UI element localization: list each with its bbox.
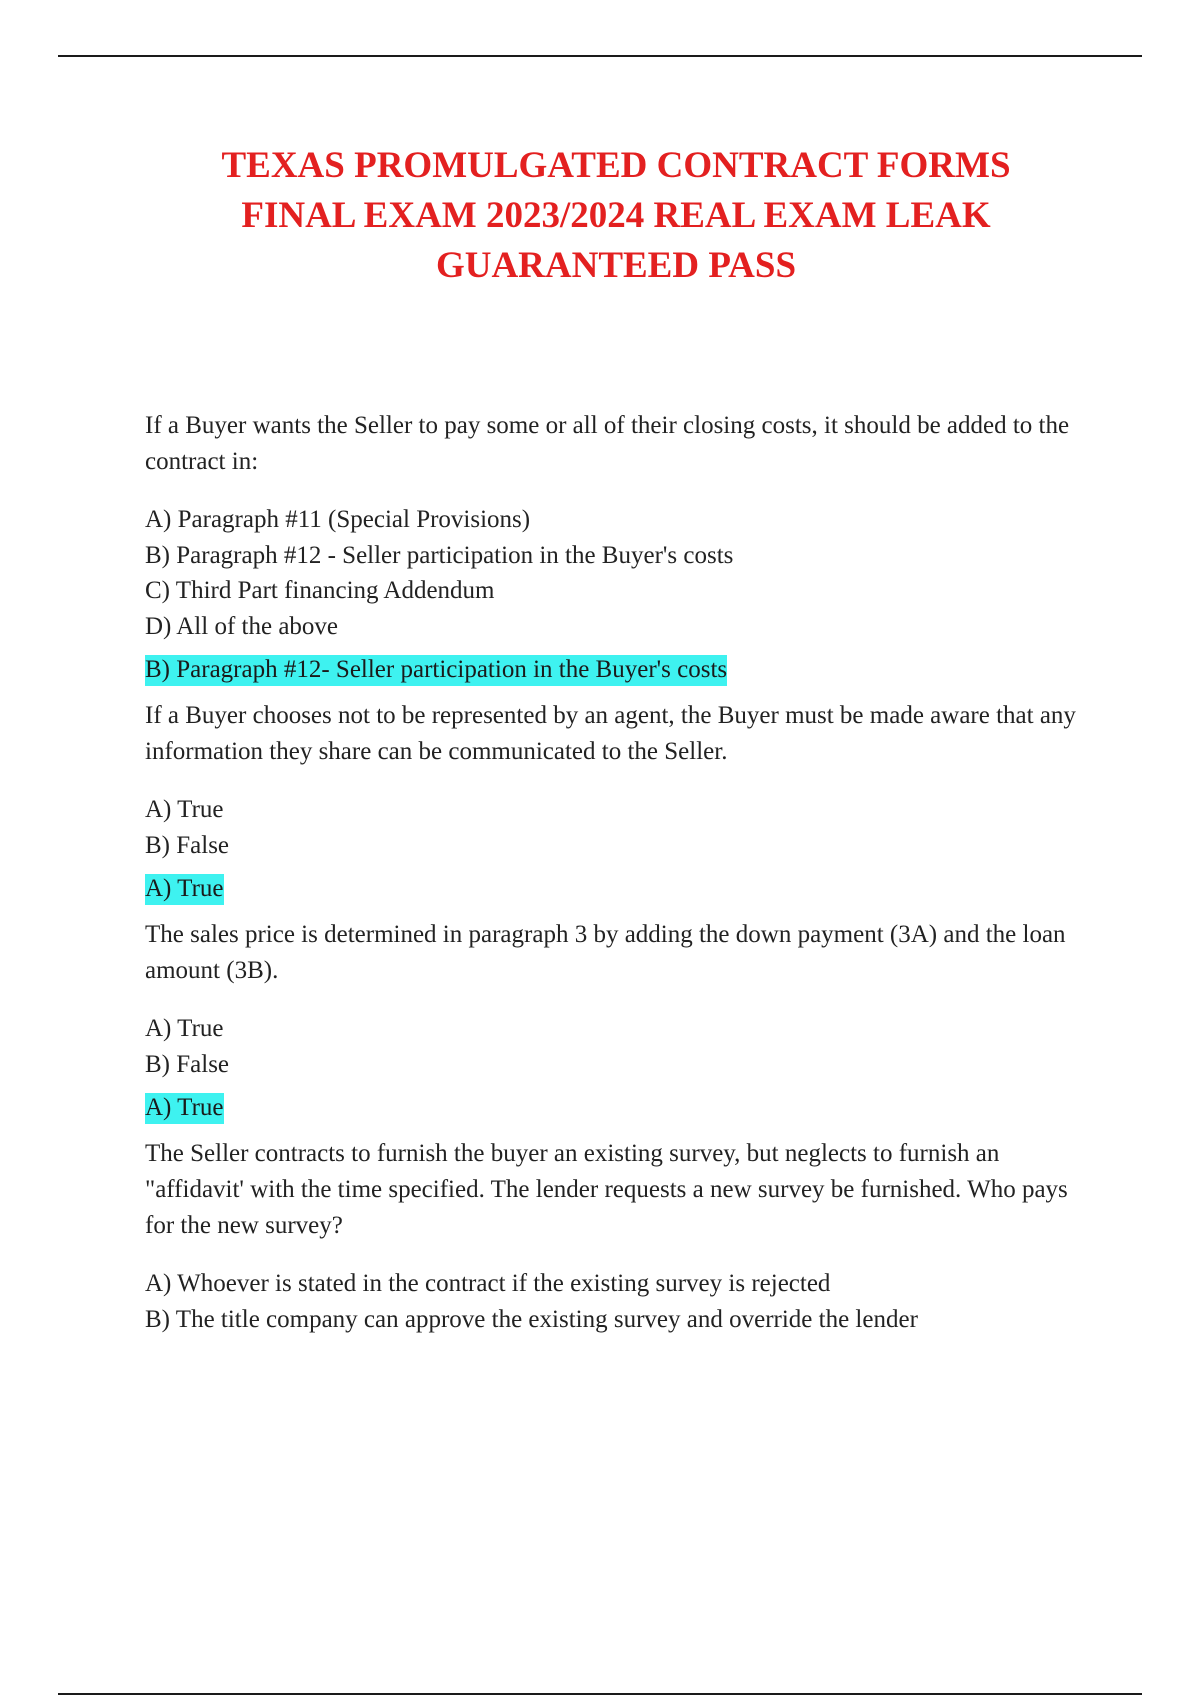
option-d: D) All of the above (145, 612, 339, 640)
option-a: A) Whoever is stated in the contract if the existing survey is rejected (145, 1270, 831, 1297)
question-text: If a Buyer chooses not to be represented by an agent, the Buyer must be made aware that any information they share can be communicated to the Seller. (145, 702, 1076, 765)
question-block-2 (145, 698, 1095, 904)
document-title (100, 141, 1132, 291)
answer-highlight: A) True (145, 1093, 224, 1124)
answer-row (145, 874, 1095, 904)
option-list (145, 1011, 1095, 1082)
option-b: B) False (145, 831, 230, 859)
option-list (145, 502, 1095, 644)
option-b: B) The title company can approve the existing survey and override the lender (145, 1305, 918, 1333)
question-text: The Seller contracts to furnish the buyer an existing survey, but neglects to furnish an "affidavit' with the time specified. The lender requests a new survey be furnished. Who pays for the new survey? (145, 1140, 1068, 1239)
option-a: A) True (145, 1015, 224, 1042)
answer-highlight: A) True (145, 874, 224, 905)
option-b: B) False (145, 1050, 230, 1078)
title-line-1: TEXAS PROMULGATED CONTRACT FORMS (221, 145, 1011, 186)
option-list (145, 1266, 1095, 1337)
title-line-2: FINAL EXAM 2023/2024 REAL EXAM LEAK (241, 195, 991, 236)
option-list (145, 792, 1095, 863)
title-line-3: GUARANTEED PASS (435, 245, 797, 286)
option-c: C) Third Part financing Addendum (145, 577, 495, 604)
question-block-1 (145, 408, 1095, 685)
answer-row (145, 1093, 1095, 1123)
bottom-rule (58, 1693, 1142, 1695)
top-rule (58, 55, 1142, 57)
answer-row (145, 655, 1095, 685)
question-text: If a Buyer wants the Seller to pay some or all of their closing costs, it should be added to the contract in: (145, 412, 1070, 475)
option-a: A) Paragraph #11 (Special Provisions) (145, 506, 531, 533)
option-b: B) Paragraph #12 - Seller participation in the Buyer's costs (145, 541, 734, 569)
option-a: A) True (145, 796, 224, 823)
exam-content (145, 408, 1095, 1337)
question-block-4 (145, 1136, 1095, 1337)
question-text: The sales price is determined in paragraph 3 by adding the down payment (3A) and the loan amount (3B). (145, 921, 1066, 984)
question-block-3 (145, 917, 1095, 1123)
answer-highlight: B) Paragraph #12- Seller participation in the Buyer's costs (145, 655, 727, 686)
